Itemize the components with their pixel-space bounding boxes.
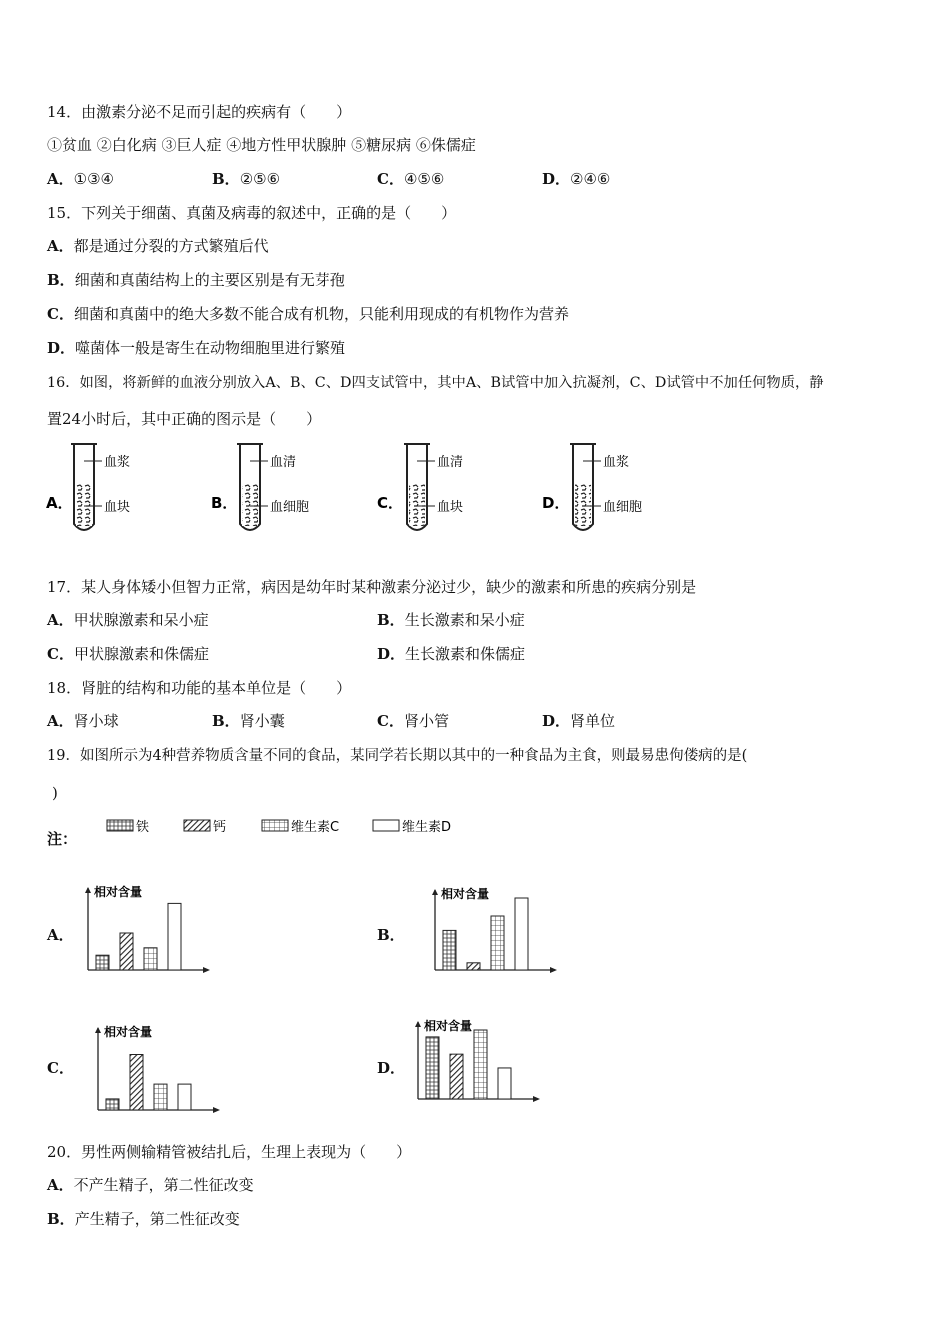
tube-c-top-label: 血清 bbox=[437, 455, 464, 470]
chart-a-y-arrow bbox=[85, 887, 91, 893]
legend-calcium bbox=[184, 820, 226, 835]
tube-b-top-label: 血清 bbox=[270, 455, 297, 470]
chart-c-bar-vitamin-d bbox=[178, 1084, 191, 1110]
chart-a-bar-vitamin-d bbox=[168, 903, 181, 970]
tube-a-label: A． bbox=[46, 494, 73, 512]
q17-option-b[interactable]: B．生长激素和呆小症 bbox=[377, 611, 525, 629]
q14-option-c[interactable]: C．④⑤⑥ bbox=[377, 170, 445, 188]
q16-stem-line1: 16．如图，将新鲜的血液分别放入A、B、C、D四支试管中，其中A、B试管中加入抗凝剂，C、D试管中不加任何物质，静 bbox=[47, 375, 824, 391]
chart-c-bar-iron bbox=[106, 1099, 119, 1110]
chart-d-y-arrow bbox=[415, 1021, 421, 1027]
q14-stem: 14．由激素分泌不足而引起的疾病有（ ） bbox=[47, 103, 352, 121]
q19-option-d-label[interactable]: D． bbox=[377, 1059, 406, 1077]
q20-stem: 20．男性两侧输精管被结扎后，生理上表现为（ ） bbox=[47, 1143, 412, 1161]
q19-note-label: 注： bbox=[47, 830, 78, 848]
q17-option-a[interactable]: A．甲状腺激素和呆小症 bbox=[47, 611, 209, 629]
chart-a-bar-calcium bbox=[120, 933, 133, 970]
q15-option-b[interactable]: B．细菌和真菌结构上的主要区别是有无芽孢 bbox=[47, 271, 345, 289]
tube-d[interactable] bbox=[542, 444, 642, 530]
chart-b-y-arrow bbox=[432, 889, 438, 895]
q19-option-b-label[interactable]: B． bbox=[377, 926, 405, 944]
q19-option-a-label[interactable]: A． bbox=[47, 926, 74, 944]
q18-option-c[interactable]: C．肾小管 bbox=[377, 712, 449, 730]
chart-b[interactable] bbox=[425, 880, 560, 978]
q15-option-d[interactable]: D．噬菌体一般是寄生在动物细胞里进行繁殖 bbox=[47, 339, 346, 357]
q18-stem: 18．肾脏的结构和功能的基本单位是（ ） bbox=[47, 679, 352, 697]
legend-vitamin-c bbox=[262, 819, 339, 835]
q14-option-a[interactable]: A．①③④ bbox=[47, 170, 114, 188]
q14-option-b[interactable]: B．②⑤⑥ bbox=[212, 170, 281, 188]
q17-stem: 17．某人身体矮小但智力正常，病因是幼年时某种激素分泌过少，缺少的激素和所患的疾病分别是 bbox=[47, 578, 697, 596]
chart-d-x-arrow bbox=[533, 1096, 540, 1102]
chart-b-ylabel: 相对含量 bbox=[441, 887, 490, 901]
legend-iron bbox=[107, 819, 149, 835]
chart-d-bar-vitamin-d bbox=[498, 1068, 511, 1099]
chart-d[interactable] bbox=[408, 1012, 543, 1107]
chart-c-y-arrow bbox=[95, 1027, 101, 1033]
tube-d-bottom-label: 血细胞 bbox=[603, 500, 643, 515]
tube-b[interactable] bbox=[211, 444, 309, 530]
q15-option-c[interactable]: C．细菌和真菌中的绝大多数不能合成有机物，只能利用现成的有机物作为营养 bbox=[47, 305, 569, 323]
legend-vitamin-c-label: 维生素C bbox=[291, 820, 340, 835]
tube-b-bottom-label: 血细胞 bbox=[270, 500, 310, 515]
legend-vitamin-d bbox=[373, 819, 451, 835]
q19-stem-line2: ) bbox=[52, 784, 58, 802]
chart-a-bar-vitamin-c bbox=[144, 948, 157, 970]
chart-a-ylabel: 相对含量 bbox=[94, 885, 143, 899]
q15-stem: 15．下列关于细菌、真菌及病毒的叙述中，正确的是（ ） bbox=[47, 204, 457, 222]
chart-b-bar-iron bbox=[443, 930, 456, 970]
q16-stem-line2: 置24小时后，其中正确的图示是（ ） bbox=[47, 410, 322, 428]
q15-option-a[interactable]: A．都是通过分裂的方式繁殖后代 bbox=[47, 237, 269, 255]
legend-vitamin-d-label: 维生素D bbox=[402, 820, 452, 835]
q17-option-d[interactable]: D．生长激素和侏儒症 bbox=[377, 645, 526, 663]
tube-b-label: B． bbox=[211, 494, 238, 512]
tube-d-label: D． bbox=[542, 494, 570, 512]
chart-d-ylabel: 相对含量 bbox=[424, 1019, 473, 1033]
chart-b-x-arrow bbox=[550, 967, 557, 973]
q16-tubes-figure bbox=[44, 436, 684, 546]
q19-legend bbox=[104, 812, 484, 842]
legend-iron-label: 铁 bbox=[136, 820, 150, 835]
tube-d-top-label: 血浆 bbox=[603, 455, 630, 470]
chart-b-bar-vitamin-d bbox=[515, 898, 528, 970]
chart-d-bar-iron bbox=[426, 1037, 439, 1099]
q18-option-a[interactable]: A．肾小球 bbox=[47, 712, 119, 730]
tube-a[interactable] bbox=[46, 444, 130, 530]
q17-option-c[interactable]: C．甲状腺激素和侏儒症 bbox=[47, 645, 209, 663]
q14-items: ①贫血 ②白化病 ③巨人症 ④地方性甲状腺肿 ⑤糖尿病 ⑥侏儒症 bbox=[47, 136, 476, 154]
tube-c-label: C． bbox=[377, 494, 404, 512]
q18-option-b[interactable]: B．肾小囊 bbox=[212, 712, 285, 730]
q19-option-c-label[interactable]: C． bbox=[47, 1059, 74, 1077]
tube-c-bottom-label: 血块 bbox=[437, 500, 464, 515]
chart-a[interactable] bbox=[78, 878, 213, 978]
q20-option-a[interactable]: A．不产生精子，第二性征改变 bbox=[47, 1176, 254, 1194]
tube-a-bottom-label: 血块 bbox=[104, 500, 131, 515]
chart-c-x-arrow bbox=[213, 1107, 220, 1113]
q14-option-d[interactable]: D．②④⑥ bbox=[542, 170, 611, 188]
chart-b-bar-vitamin-c bbox=[491, 916, 504, 970]
chart-d-bar-vitamin-c bbox=[474, 1030, 487, 1099]
chart-c-bar-calcium bbox=[130, 1055, 143, 1111]
q18-option-d[interactable]: D．肾单位 bbox=[542, 712, 616, 730]
chart-c[interactable] bbox=[88, 1018, 223, 1118]
legend-calcium-label: 钙 bbox=[213, 820, 227, 835]
chart-c-bar-vitamin-c bbox=[154, 1084, 167, 1110]
tube-a-top-label: 血浆 bbox=[104, 455, 131, 470]
chart-a-bar-iron bbox=[96, 955, 109, 970]
chart-d-bar-calcium bbox=[450, 1054, 463, 1099]
tube-c[interactable] bbox=[377, 444, 463, 530]
chart-c-ylabel: 相对含量 bbox=[104, 1025, 153, 1039]
chart-b-bar-calcium bbox=[467, 963, 480, 970]
q19-stem-line1: 19．如图所示为4种营养物质含量不同的食品，某同学若长期以其中的一种食品为主食，则最易患佝偻病的是( bbox=[47, 748, 748, 764]
q20-option-b[interactable]: B．产生精子，第二性征改变 bbox=[47, 1210, 240, 1228]
chart-a-x-arrow bbox=[203, 967, 210, 973]
